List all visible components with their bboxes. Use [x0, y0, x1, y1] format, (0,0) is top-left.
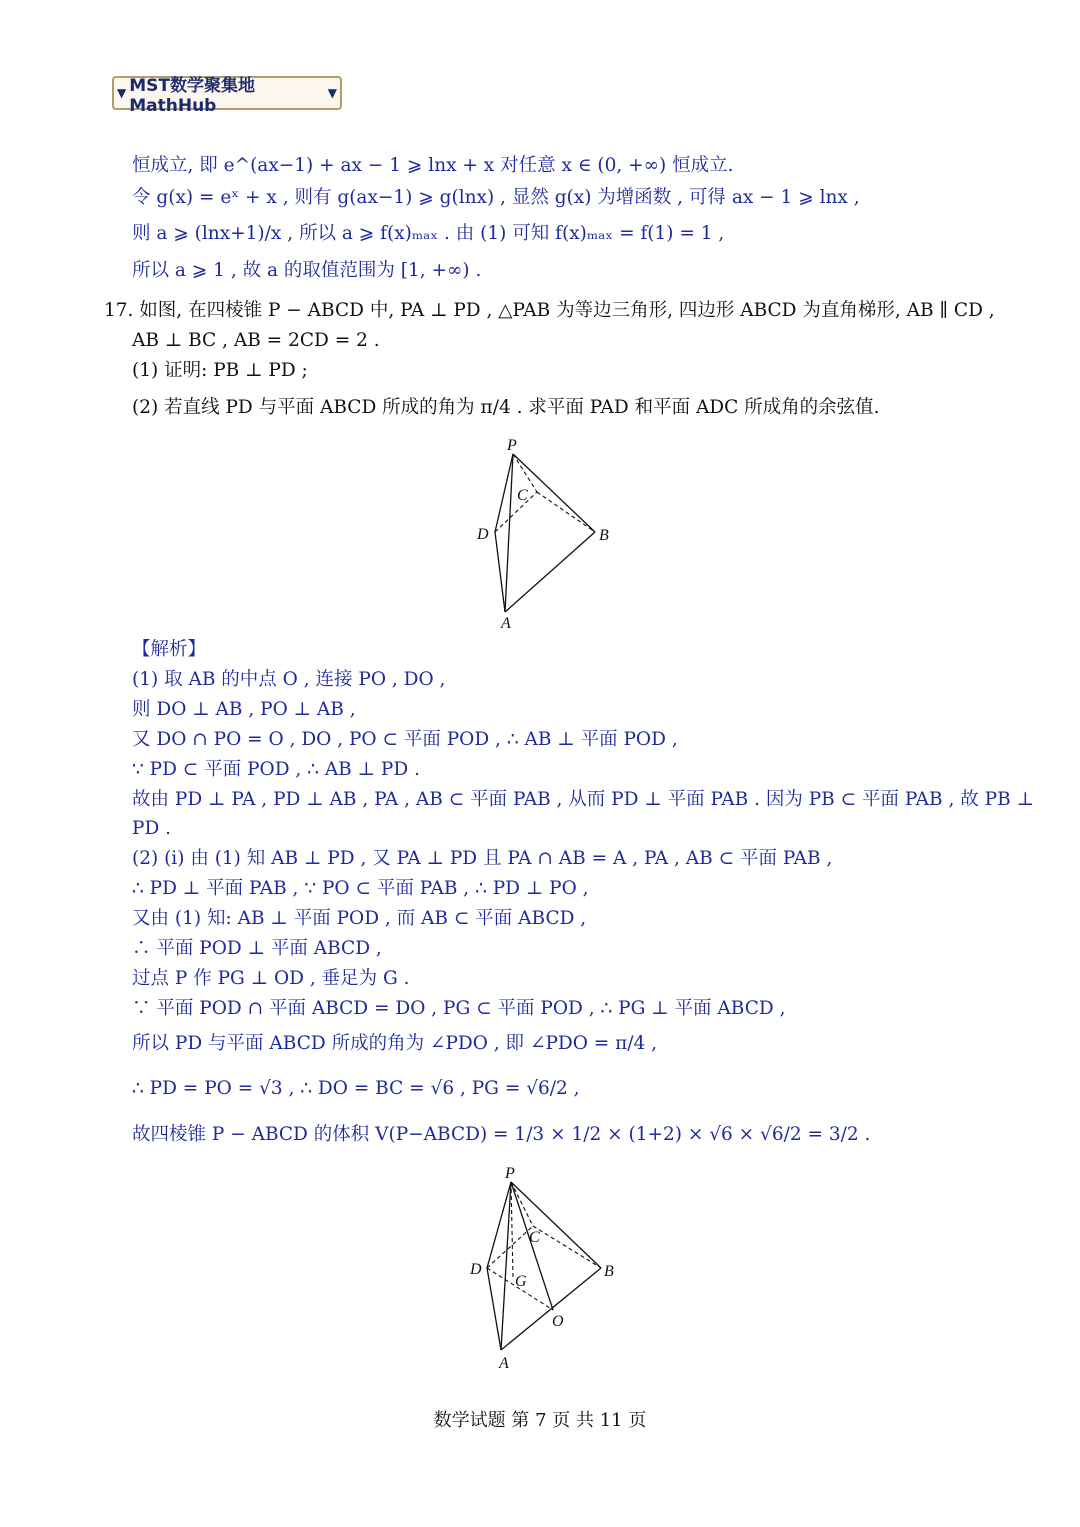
- prev-solution-line: 所以 a ⩾ 1 , 故 a 的取值范围为 [1, +∞) .: [132, 260, 482, 281]
- solution-line: ∴ 平面 POD ⊥ 平面 ABCD ,: [132, 938, 382, 959]
- label-D: D: [477, 526, 489, 543]
- pyramid-figure-2: [455, 1160, 635, 1375]
- logo-text: MST数学聚集地MathHub: [129, 75, 255, 116]
- edge-PA: [501, 1182, 511, 1350]
- edge-DA: [487, 1268, 501, 1350]
- edge-AB: [505, 532, 595, 612]
- solution-line: PD .: [132, 818, 172, 839]
- mathhub-logo: [112, 75, 342, 116]
- edge-CB: [533, 1226, 601, 1268]
- edge-PG: [511, 1182, 513, 1278]
- problem-line: (2) 若直线 PD 与平面 ABCD 所成的角为 π/4 . 求平面 PAD 和平面 ADC 所成角的余弦值.: [132, 397, 880, 418]
- down-triangle-icon: ▼: [117, 86, 127, 100]
- label-B: B: [604, 1263, 614, 1280]
- solution-line: ∴ PD ⊥ 平面 PAB , ∵ PO ⊂ 平面 PAB , ∴ PD ⊥ PO ,: [132, 878, 589, 899]
- problem-line: AB ⊥ BC , AB = 2CD = 2 .: [132, 330, 380, 351]
- prev-solution-line: 恒成立, 即 e^(ax−1) + ax − 1 ⩾ lnx + x 对任意 x ∈ (0, +∞) 恒成立.: [132, 155, 734, 176]
- solution-line: 又 DO ∩ PO = O , DO , PO ⊂ 平面 POD , ∴ AB ⊥ 平面 POD ,: [132, 729, 678, 750]
- edge-PD: [495, 454, 513, 532]
- solution-line: ∴ PD = PO = √3 , ∴ DO = BC = √6 , PG = √6/2 ,: [132, 1078, 580, 1099]
- label-O: O: [552, 1313, 564, 1330]
- solution-heading: 【解析】: [132, 639, 207, 660]
- solution-line: ∵ 平面 POD ∩ 平面 ABCD = DO , PG ⊂ 平面 POD , ∴ PG ⊥ 平面 ABCD ,: [132, 998, 786, 1019]
- solution-line: 过点 P 作 PG ⊥ OD , 垂足为 G .: [132, 968, 410, 989]
- solution-line: ∵ PD ⊂ 平面 POD , ∴ AB ⊥ PD .: [132, 759, 420, 780]
- label-D: D: [470, 1261, 482, 1278]
- prev-solution-line: 则 a ⩾ (lnx+1)/x , 所以 a ⩾ f(x)ₘₐₓ . 由 (1) 可知 f(x)ₘₐₓ = f(1) = 1 ,: [132, 223, 725, 244]
- edge-PA: [505, 454, 513, 612]
- edge-DC: [487, 1226, 533, 1268]
- label-A: A: [499, 1355, 509, 1372]
- solution-line: 故四棱锥 P − ABCD 的体积 V(P−ABCD) = 1/3 × 1/2 × (1+2) × √6 × √6/2 = 3/2 .: [132, 1124, 871, 1145]
- label-C: C: [517, 487, 528, 504]
- edge-CB: [537, 492, 595, 532]
- label-A: A: [501, 615, 511, 632]
- solution-line: 则 DO ⊥ AB , PO ⊥ AB ,: [132, 699, 356, 720]
- pyramid-figure-1: [465, 432, 625, 632]
- problem-line: (1) 证明: PB ⊥ PD ;: [132, 360, 308, 381]
- edge-DC: [495, 492, 537, 532]
- solution-line: (1) 取 AB 的中点 O , 连接 PO , DO ,: [132, 669, 446, 690]
- page-footer: 数学试题 第 7 页 共 11 页: [433, 1410, 647, 1431]
- solution-line: 又由 (1) 知: AB ⊥ 平面 POD , 而 AB ⊂ 平面 ABCD ,: [132, 908, 587, 929]
- edge-DA: [495, 532, 505, 612]
- solution-line: 所以 PD 与平面 ABCD 所成的角为 ∠PDO , 即 ∠PDO = π/4 ,: [132, 1033, 658, 1054]
- edge-PD: [487, 1182, 511, 1268]
- edge-PC: [511, 1182, 533, 1226]
- solution-line: (2) (i) 由 (1) 知 AB ⊥ PD , 又 PA ⊥ PD 且 PA ∩ AB = A , PA , AB ⊂ 平面 PAB ,: [132, 848, 833, 869]
- label-P: P: [507, 437, 517, 454]
- problem-line: 17. 如图, 在四棱锥 P − ABCD 中, PA ⊥ PD , △PAB 为等边三角形, 四边形 ABCD 为直角梯形, AB ∥ CD ,: [104, 300, 995, 321]
- label-B: B: [599, 527, 609, 544]
- label-P: P: [505, 1165, 515, 1182]
- label-C: C: [529, 1229, 540, 1246]
- label-G: G: [515, 1273, 527, 1290]
- down-triangle-icon: ▼: [327, 86, 337, 100]
- prev-solution-line: 令 g(x) = eˣ + x , 则有 g(ax−1) ⩾ g(lnx) , 显然 g(x) 为增函数 , 可得 ax − 1 ⩾ lnx ,: [132, 187, 860, 208]
- solution-line: 故由 PD ⊥ PA , PD ⊥ AB , PA , AB ⊂ 平面 PAB , 从而 PD ⊥ 平面 PAB . 因为 PB ⊂ 平面 PAB , 故 PB ⊥: [132, 789, 1034, 810]
